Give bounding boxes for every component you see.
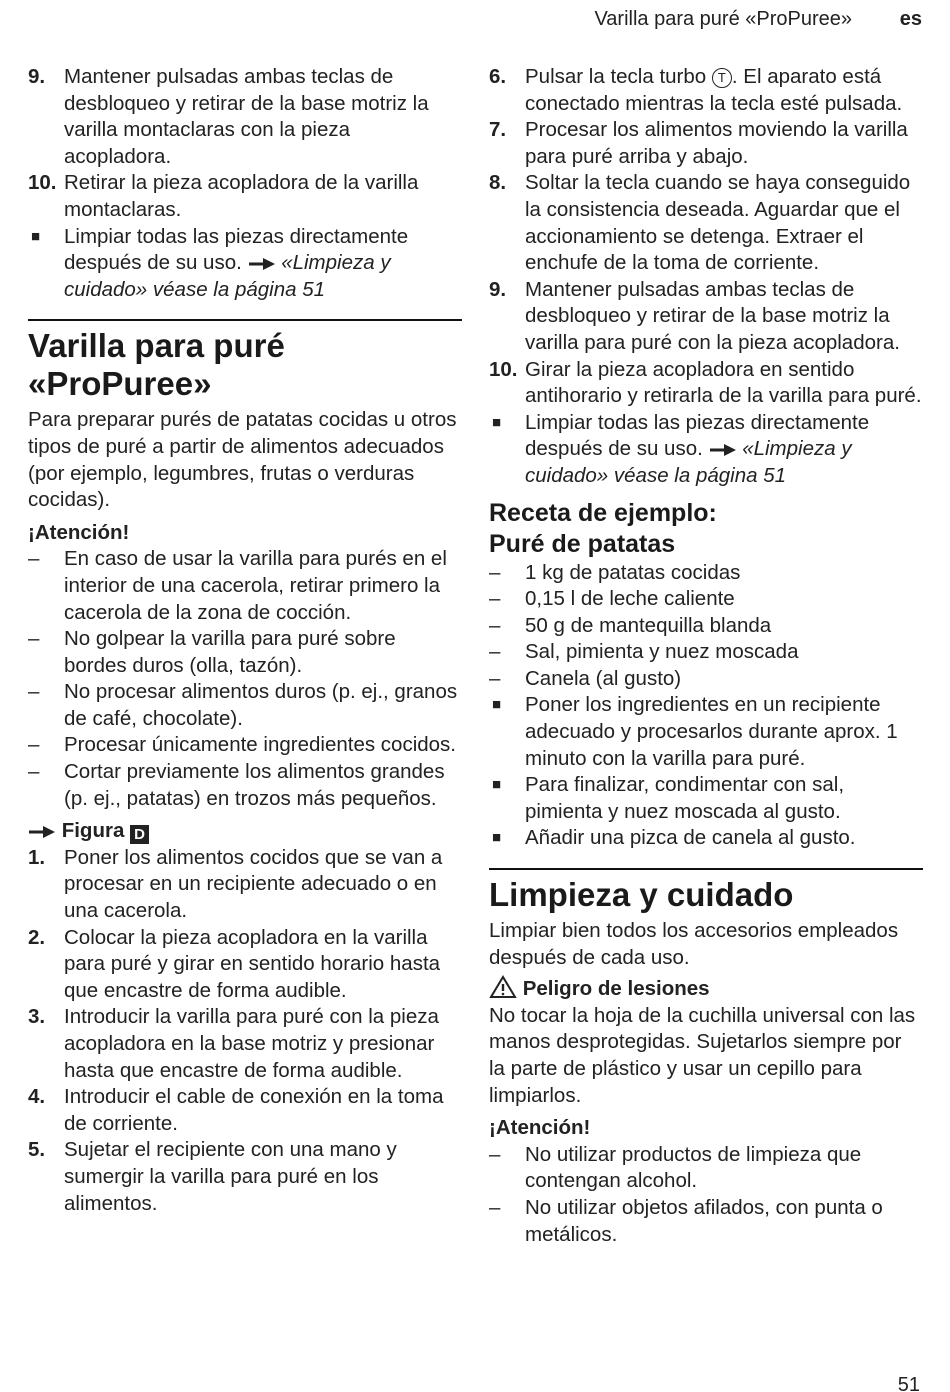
step-number: 10. [28, 171, 57, 195]
square-bullet-icon: ■ [492, 776, 502, 794]
step-item [28, 1004, 462, 1084]
dash-marker: – [489, 640, 501, 664]
dash-marker: – [28, 680, 40, 704]
step-number: 7. [489, 118, 507, 142]
square-bullet-icon: ■ [492, 829, 502, 847]
step-item [28, 845, 462, 925]
arrow-right-icon [709, 443, 737, 457]
ingredient-item: – Sal, pimienta y nuez moscada [489, 639, 923, 666]
step-text: Soltar la tecla cuando se haya conseguido la consistencia deseada. Aguardar que el accionamiento se detenga. Extraer el enchufe de la toma de corriente. [525, 171, 911, 275]
step-number: 6. [489, 65, 507, 88]
ingredient-item: – 0,15 l de leche caliente [489, 586, 923, 613]
dash-item: – No procesar alimentos duros (p. ej., granos de café, chocolate). [28, 680, 458, 730]
step-number: 4. [28, 1085, 46, 1109]
step-number: 10. [489, 357, 518, 381]
step-item [28, 1084, 462, 1137]
step-text: Sujetar el recipiente con una mano y sumergir la varilla para puré en los alimentos. [64, 1138, 397, 1215]
dash-marker: – [489, 1142, 501, 1166]
section-divider [489, 868, 923, 870]
section-title: Varilla para puré «ProPuree» [28, 327, 285, 403]
dash-marker: – [28, 733, 40, 757]
figure-letter-badge: D [130, 825, 149, 844]
dash-marker: – [28, 760, 40, 784]
attention-heading: ¡Atención! [489, 1116, 591, 1140]
arrow-right-icon [248, 257, 276, 271]
danger-text: No tocar la hoja de la cuchilla universal con las manos desprotegidas. Sujetarlos siempre por la parte de plástico y usar un cepillo para limpiarlos. [489, 1003, 916, 1107]
step-text: . El aparato está conectado mientras la tecla esté pulsada. [525, 65, 903, 115]
square-bullet-icon: ■ [492, 413, 502, 431]
square-bullet-icon: ■ [31, 227, 41, 245]
language-code: es [899, 8, 922, 30]
step-item [28, 925, 462, 1005]
step-text: Colocar la pieza acopladora en la varilla para puré y girar en sentido horario hasta que encastre de forma audible. [64, 925, 441, 1002]
section-intro: Limpiar bien todos los accesorios empleados después de cada uso. [489, 919, 899, 969]
ingredient-item: – 1 kg de patatas cocidas [489, 560, 923, 587]
section-intro: Para preparar purés de patatas cocidas u otros tipos de puré a partir de alimentos adecuados (por ejemplo, legumbres, frutas o verduras cocidas). [28, 408, 457, 512]
dash-marker: – [489, 613, 501, 637]
recipe-title: Receta de ejemplo: Puré de patatas [489, 498, 717, 558]
step-number: 5. [28, 1138, 46, 1162]
step-number: 9. [28, 65, 46, 88]
step-item [489, 357, 923, 410]
bullet-text: Limpiar todas las piezas directamente después de su uso. [525, 410, 870, 461]
dash-item: – En caso de usar la varilla para purés en el interior de una cacerola, retirar primero la cacerola de la zona de cocción. [28, 547, 447, 624]
turbo-key-icon: T [712, 68, 732, 88]
step-item [489, 170, 923, 276]
figure-reference [28, 818, 462, 845]
step-text: Procesar los alimentos moviendo la varilla para puré arriba y abajo. [525, 118, 908, 168]
step-text: Introducir la varilla para puré con la pieza acopladora en la base motriz y presionar hasta que encastre de forma audible. [64, 1005, 439, 1082]
bullet-item: ■ Añadir una pizca de canela al gusto. [489, 825, 923, 852]
warning-triangle-icon [489, 975, 517, 999]
left-column [28, 64, 462, 1217]
dash-item: – No golpear la varilla para puré sobre bordes duros (olla, tazón). [28, 627, 396, 677]
step-text: Mantener pulsadas ambas teclas de desbloqueo y retirar de la base motriz la varilla montaclaras con la pieza acopladora. [64, 65, 429, 168]
step-item [489, 277, 923, 357]
step-item [489, 117, 923, 170]
step-text: Girar la pieza acopladora en sentido antihorario y retirarla de la varilla para puré. [525, 357, 922, 408]
cross-reference-link[interactable]: «Limpieza y cuidado» véase la página 51 [64, 251, 391, 301]
dash-item: – Procesar únicamente ingredientes cocidos. [28, 732, 462, 759]
cross-reference-link[interactable]: «Limpieza y cuidado» véase la página 51 [525, 437, 852, 487]
dash-marker: – [489, 666, 501, 690]
dash-item: – No utilizar productos de limpieza que contengan alcohol. [489, 1142, 862, 1193]
step-item [28, 64, 462, 170]
dash-marker: – [28, 547, 40, 571]
bullet-text: Limpiar todas las piezas directamente después de su uso. [64, 224, 409, 275]
step-text: Introducir el cable de conexión en la toma de corriente. [64, 1085, 444, 1135]
step-number: 8. [489, 171, 507, 195]
dash-item: – Cortar previamente los alimentos grandes (p. ej., patatas) en trozos más pequeños. [28, 760, 445, 810]
step-number: 9. [489, 277, 507, 301]
bullet-item [28, 224, 462, 304]
running-header [0, 6, 950, 32]
ingredient-item: – 50 g de mantequilla blanda [489, 613, 923, 640]
right-column [489, 64, 923, 1248]
bullet-item: ■ Poner los ingredientes en un recipiente adecuado y procesarlos durante aprox. 1 minuto con la varilla para puré. [492, 693, 898, 770]
dash-marker: – [489, 587, 501, 611]
step-text: Retirar la pieza acopladora de la varilla montaclaras. [64, 171, 419, 221]
step-number: 1. [28, 845, 46, 869]
step-text: Mantener pulsadas ambas teclas de desbloqueo y retirar de la base motriz la varilla para puré con la pieza acopladora. [525, 277, 900, 354]
dash-marker: – [489, 560, 501, 584]
dash-item: – No utilizar objetos afilados, con punta o metálicos. [489, 1195, 883, 1246]
step-item [28, 1137, 462, 1217]
step-item [28, 170, 462, 223]
section-divider [28, 319, 462, 321]
step-number: 2. [28, 925, 46, 949]
step-number: 3. [28, 1005, 46, 1029]
square-bullet-icon: ■ [492, 696, 502, 714]
attention-heading: ¡Atención! [28, 520, 130, 544]
dash-marker: – [28, 627, 40, 651]
dash-marker: – [489, 1195, 501, 1219]
danger-heading: Peligro de lesiones [489, 975, 923, 1003]
arrow-right-icon [28, 825, 56, 839]
step-item [489, 64, 923, 117]
ingredient-item: – Canela (al gusto) [489, 666, 923, 693]
bullet-item [489, 410, 923, 490]
step-text: Pulsar la tecla turbo [525, 65, 707, 88]
header-title: Varilla para puré «ProPuree» [594, 8, 852, 30]
section-title: Limpieza y cuidado [489, 876, 794, 914]
bullet-item: ■ Para finalizar, condimentar con sal, pimienta y nuez moscada al gusto. [492, 773, 845, 823]
page-number: 51 [897, 1374, 920, 1392]
step-text: Poner los alimentos cocidos que se van a procesar en un recipiente adecuado o en una cacerola. [64, 845, 443, 923]
figure-label: Figura [61, 819, 125, 843]
